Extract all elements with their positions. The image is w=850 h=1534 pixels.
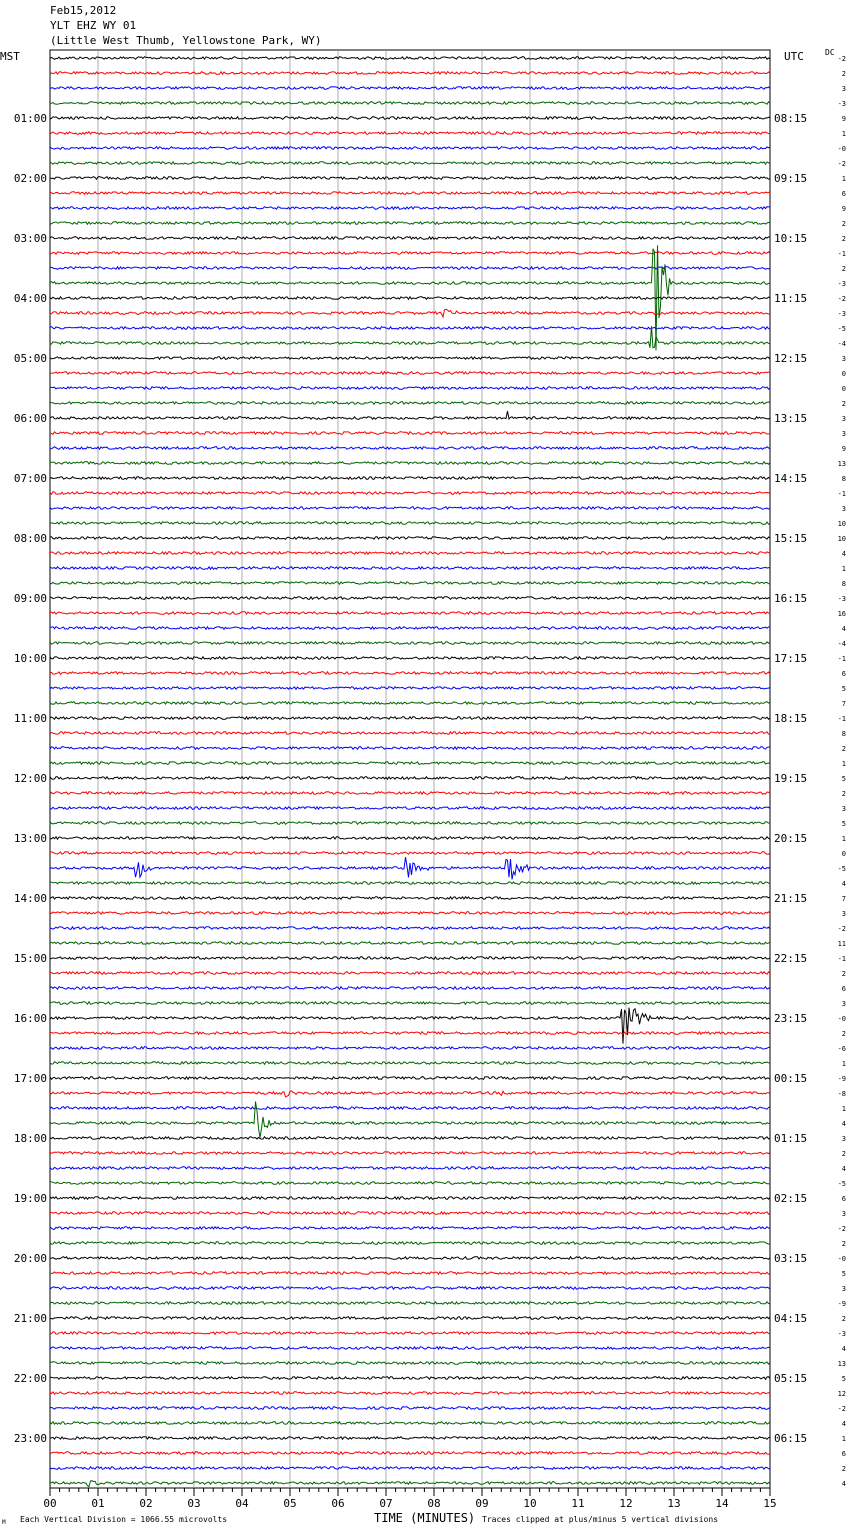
trace-line [50,1287,770,1290]
dc-offset-label: -6 [837,1045,846,1053]
left-hour-label: 14:00 [13,892,47,905]
x-tick-label: 12 [619,1497,633,1510]
dc-offset-label: 10 [837,535,846,543]
x-tick-label: 06 [331,1497,345,1510]
trace-line [50,1452,770,1455]
dc-offset-label: 8 [841,730,846,738]
right-hour-label: 21:15 [774,892,808,905]
trace-line [50,882,770,885]
dc-offset-label: 8 [841,580,846,588]
x-tick-label: 01 [91,1497,105,1510]
dc-offset-label: 5 [841,820,846,828]
left-hour-label: 09:00 [13,592,47,605]
left-hour-label: 11:00 [13,712,47,725]
x-tick-label: 03 [187,1497,201,1510]
x-tick-label: 02 [139,1497,153,1510]
dc-offset-label: -9 [837,1075,846,1083]
dc-offset-label: -3 [837,310,846,318]
right-hour-label: 09:15 [774,172,808,185]
trace-line [50,777,770,780]
trace-line [50,1422,770,1425]
left-hour-label: 19:00 [13,1192,47,1205]
trace-line [50,177,770,180]
x-tick-label: 05 [283,1497,297,1510]
x-tick-label: 10 [523,1497,537,1510]
dc-offset-label: 2 [841,1150,846,1158]
dc-offset-label: 5 [841,1270,846,1278]
dc-offset-label: 1 [841,1105,846,1113]
right-hour-label: 01:15 [774,1132,808,1145]
dc-title: DC [825,48,835,57]
dc-offset-label: 2 [841,220,846,228]
left-hour-label: 03:00 [13,232,47,245]
trace-line [50,1002,770,1005]
dc-offset-label: 0 [841,370,846,378]
left-axis-title: MST [0,50,20,63]
trace-line [50,567,770,570]
trace-line [50,1377,770,1380]
left-hour-label: 05:00 [13,352,47,365]
dc-offset-label: 12 [837,1390,846,1398]
right-hour-label: 23:15 [774,1012,808,1025]
right-hour-label: 05:15 [774,1372,808,1385]
right-hour-label: 11:15 [774,292,808,305]
dc-offset-label: 1 [841,835,846,843]
trace-line [50,857,770,879]
x-tick-label: 08 [427,1497,441,1510]
dc-offset-label: 4 [841,625,846,633]
right-hour-label: 19:15 [774,772,808,785]
dc-offset-label: -4 [837,340,846,348]
dc-offset-label: 3 [841,910,846,918]
trace-line [50,327,770,330]
x-tick-label: 13 [667,1497,681,1510]
trace-line [50,1032,770,1035]
dc-offset-label: 3 [841,1135,846,1143]
x-tick-label: 04 [235,1497,249,1510]
trace-line [50,1272,770,1275]
trace-line [50,1481,770,1487]
right-hour-label: 00:15 [774,1072,808,1085]
trace-line [50,147,770,150]
trace-line [50,1062,770,1065]
trace-line [50,192,770,195]
dc-offset-label: 9 [841,445,846,453]
dc-offset-label: 16 [837,610,846,618]
trace-line [50,597,770,600]
dc-offset-label: -3 [837,595,846,603]
x-tick-label: 14 [715,1497,729,1510]
trace-line [50,717,770,720]
dc-offset-label: 2 [841,70,846,78]
trace-line [50,642,770,645]
trace-line [50,1091,770,1097]
trace-line [50,1392,770,1395]
trace-line [50,687,770,690]
dc-offset-label: 6 [841,985,846,993]
dc-offset-label: 10 [837,520,846,528]
left-hour-label: 22:00 [13,1372,47,1385]
trace-line [50,1212,770,1215]
trace-line [50,1137,770,1140]
footer-clip-note: Traces clipped at plus/minus 5 vertical divisions [482,1515,719,1524]
left-hour-label: 16:00 [13,1012,47,1025]
dc-offset-label: 3 [841,1000,846,1008]
trace-line [50,1102,770,1138]
dc-offset-label: 0 [841,385,846,393]
dc-offset-label: 3 [841,805,846,813]
dc-offset-label: -2 [837,160,846,168]
x-tick-label: 00 [43,1497,57,1510]
dc-offset-label: -9 [837,1300,846,1308]
trace-line [50,522,770,525]
left-hour-label: 10:00 [13,652,47,665]
dc-offset-label: 13 [837,1360,846,1368]
dc-offset-label: 11 [837,940,846,948]
dc-offset-label: -1 [837,955,846,963]
dc-offset-label: 0 [841,850,846,858]
dc-offset-label: 6 [841,190,846,198]
dc-offset-label: 4 [841,550,846,558]
right-hour-label: 04:15 [774,1312,808,1325]
dc-offset-label: -1 [837,490,846,498]
x-tick-label: 09 [475,1497,489,1510]
x-tick-label: 15 [763,1497,777,1510]
trace-line [50,1008,770,1044]
right-hour-label: 14:15 [774,472,808,485]
left-hour-label: 06:00 [13,412,47,425]
dc-offset-label: 4 [841,1420,846,1428]
dc-offset-label: -3 [837,280,846,288]
dc-offset-label: 6 [841,1195,846,1203]
trace-line [50,1317,770,1320]
header-date: Feb15,2012 [50,4,117,17]
dc-offset-label: -8 [837,1090,846,1098]
dc-offset-label: 6 [841,670,846,678]
dc-offset-label: 2 [841,1030,846,1038]
trace-line [50,1107,770,1110]
dc-offset-label: -2 [837,1225,846,1233]
dc-offset-label: 1 [841,760,846,768]
trace-line [50,447,770,450]
trace-line [50,732,770,735]
trace-line [50,1227,770,1230]
dc-offset-label: -0 [837,1015,846,1023]
header-station: YLT EHZ WY 01 [50,19,137,32]
left-hour-label: 12:00 [13,772,47,785]
trace-line [50,942,770,945]
right-hour-label: 03:15 [774,1252,808,1265]
dc-offset-label: 2 [841,745,846,753]
dc-offset-label: 3 [841,355,846,363]
left-hour-label: 01:00 [13,112,47,125]
trace-line [50,1467,770,1470]
dc-offset-label: 2 [841,1315,846,1323]
x-tick-label: 11 [571,1497,585,1510]
trace-line [50,411,770,419]
trace-line [50,927,770,930]
trace-line [50,57,770,60]
right-hour-label: 08:15 [774,112,808,125]
trace-line [50,762,770,765]
dc-offset-label: 1 [841,175,846,183]
trace-line [50,792,770,795]
left-hour-label: 04:00 [13,292,47,305]
right-axis-title: UTC [784,50,804,63]
right-hour-label: 13:15 [774,412,808,425]
dc-offset-label: -5 [837,325,846,333]
left-hour-label: 20:00 [13,1252,47,1265]
dc-offset-label: 2 [841,1465,846,1473]
trace-line [50,957,770,960]
dc-offset-label: 5 [841,685,846,693]
left-hour-label: 07:00 [13,472,47,485]
dc-offset-label: -5 [837,1180,846,1188]
trace-line [50,912,770,915]
right-hour-label: 18:15 [774,712,808,725]
trace-line [50,387,770,390]
dc-offset-label: 3 [841,1210,846,1218]
dc-offset-label: 2 [841,400,846,408]
right-hour-label: 10:15 [774,232,808,245]
trace-line [50,852,770,855]
dc-offset-label: 3 [841,430,846,438]
trace-line [50,627,770,630]
trace-line [50,1242,770,1245]
trace-line [50,117,770,120]
right-hour-label: 17:15 [774,652,808,665]
right-hour-label: 06:15 [774,1432,808,1445]
dc-offset-label: 2 [841,235,846,243]
trace-line [50,1167,770,1170]
trace-line [50,462,770,465]
dc-offset-label: 5 [841,1375,846,1383]
trace-line [50,1407,770,1410]
dc-offset-label: 7 [841,700,846,708]
trace-line [50,837,770,840]
trace-line [50,357,770,360]
trace-line [50,72,770,75]
trace-line [50,432,770,435]
dc-offset-label: 9 [841,115,846,123]
trace-line [50,297,770,300]
trace-line [50,1152,770,1155]
trace-line [50,822,770,825]
trace-line [50,1047,770,1050]
trace-line [50,537,770,540]
right-hour-label: 16:15 [774,592,808,605]
dc-offset-label: 1 [841,130,846,138]
trace-line [50,309,770,317]
left-hour-label: 15:00 [13,952,47,965]
trace-line [50,1182,770,1185]
dc-offset-label: -2 [837,295,846,303]
trace-line [50,477,770,480]
left-hour-label: 17:00 [13,1072,47,1085]
trace-line [50,1437,770,1440]
trace-line [50,132,770,135]
trace-line [50,552,770,555]
trace-line [50,807,770,810]
dc-offset-label: 4 [841,1480,846,1488]
trace-line [50,702,770,705]
right-hour-label: 12:15 [774,352,808,365]
dc-offset-label: 2 [841,970,846,978]
dc-offset-label: 1 [841,565,846,573]
dc-offset-label: -2 [837,1405,846,1413]
trace-line [50,1197,770,1200]
trace-line [50,1362,770,1365]
footer-scale-note: Each Vertical Division = 1066.55 microvolts [20,1515,228,1524]
dc-offset-label: -0 [837,1255,846,1263]
trace-line [50,657,770,660]
dc-offset-label: -1 [837,250,846,258]
dc-offset-label: 3 [841,415,846,423]
trace-line [50,1257,770,1260]
dc-offset-label: 5 [841,775,846,783]
dc-offset-label: 4 [841,1345,846,1353]
trace-line [50,207,770,210]
dc-offset-label: 2 [841,265,846,273]
dc-offset-label: 9 [841,205,846,213]
right-hour-label: 15:15 [774,532,808,545]
trace-line [50,162,770,165]
trace-line [50,747,770,750]
trace-line [50,372,770,375]
dc-offset-label: -2 [837,55,846,63]
dc-offset-label: -0 [837,145,846,153]
dc-offset-label: -4 [837,640,846,648]
right-hour-label: 20:15 [774,832,808,845]
trace-line [50,1347,770,1350]
x-tick-label: 07 [379,1497,393,1510]
left-hour-label: 21:00 [13,1312,47,1325]
trace-line [50,1302,770,1305]
left-hour-label: 02:00 [13,172,47,185]
dc-offset-label: 4 [841,1120,846,1128]
dc-offset-label: 1 [841,1060,846,1068]
dc-offset-label: 2 [841,1240,846,1248]
dc-offset-label: -5 [837,865,846,873]
dc-offset-label: 1 [841,1435,846,1443]
trace-line [50,612,770,615]
trace-line [50,492,770,495]
dc-offset-label: -2 [837,925,846,933]
trace-line [50,237,770,240]
dc-offset-label: 13 [837,460,846,468]
dc-offset-label: -1 [837,655,846,663]
trace-line [50,987,770,990]
right-hour-label: 02:15 [774,1192,808,1205]
dc-offset-label: 3 [841,85,846,93]
left-hour-label: 13:00 [13,832,47,845]
dc-offset-label: 6 [841,1450,846,1458]
dc-offset-label: 2 [841,790,846,798]
trace-line [50,222,770,225]
dc-offset-label: -3 [837,100,846,108]
dc-offset-label: 3 [841,505,846,513]
trace-line [50,672,770,675]
dc-offset-label: 7 [841,895,846,903]
left-hour-label: 08:00 [13,532,47,545]
trace-line [50,582,770,585]
left-hour-label: 18:00 [13,1132,47,1145]
dc-offset-label: 4 [841,1165,846,1173]
trace-line [50,897,770,900]
trace-line [50,507,770,510]
dc-offset-label: -3 [837,1330,846,1338]
dc-offset-label: 8 [841,475,846,483]
left-hour-label: 23:00 [13,1432,47,1445]
trace-line [50,252,770,255]
right-hour-label: 22:15 [774,952,808,965]
trace-line [50,1077,770,1080]
dc-offset-label: -1 [837,715,846,723]
trace-line [50,972,770,975]
header-location: (Little West Thumb, Yellowstone Park, WY) [50,34,322,47]
dc-offset-label: 4 [841,880,846,888]
footer-mark: M [2,1519,6,1526]
x-axis-title: TIME (MINUTES) [374,1511,476,1525]
dc-offset-label: 3 [841,1285,846,1293]
trace-line [50,102,770,105]
trace-line [50,402,770,405]
trace-line [50,87,770,90]
trace-line [50,1332,770,1335]
